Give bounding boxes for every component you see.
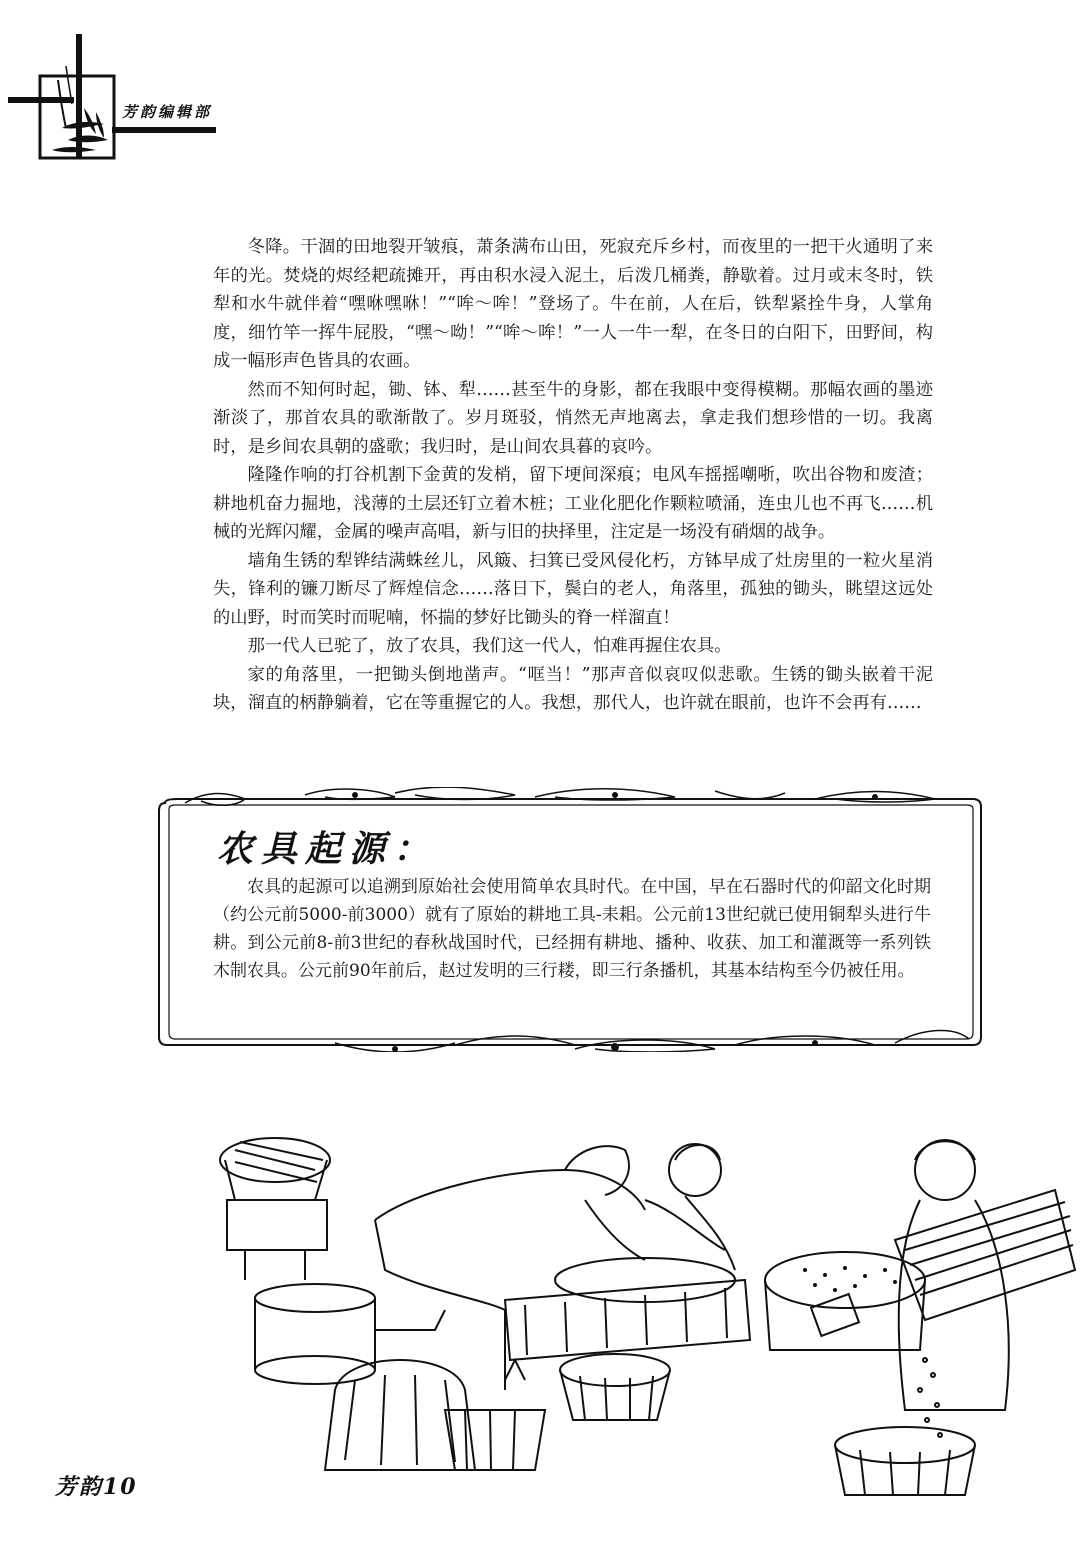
article-paragraph: 墙角生锈的犁铧结满蛛丝儿，风簸、扫箕已受风侵化朽，方钵早成了灶房里的一粒火星消失，锋利的镰刀断尽了辉煌信念……落日下，鬓白的老人，角落里，孤独的锄头，眺望这远处的山野，时而笑时而呢喃，怀揣的梦好比锄头的脊一样溜直！ — [213, 550, 933, 628]
bamboo-frame-icon — [0, 0, 240, 170]
page-number: 芳韵10 — [55, 1474, 138, 1500]
origin-sidebar — [155, 787, 985, 1052]
article-paragraph: 冬降。干涸的田地裂开皱痕，萧条满布山田，死寂充斥乡村，而夜里的一把干火通明了来年的光。焚烧的烬经耙疏摊开，再由积水浸入泥土，后泼几桶粪，静歇着。过月或末冬时，铁犁和水牛就伴着“嘿咻嘿咻！”“哞～哞！”登场了。牛在前，人在后，铁犁紧拴牛身，人掌角度，细竹竿一挥牛屁股，“嘿～呦！”“哞～哞！”一人一牛一犁，在冬日的白阳下，田野间，构成一幅形声色皆具的农画。 — [213, 237, 933, 371]
article-paragraph: 家的角落里，一把锄头倒地凿声。“哐当！”那声音似哀叹似悲歌。生锈的锄头嵌着干泥块，溜直的柄静躺着，它在等重握它的人。我想，那代人，也许就在眼前，也许不会再有…… — [213, 664, 933, 713]
farm-workers-illustration — [205, 1130, 1080, 1500]
origin-title: 农具起源： — [217, 828, 438, 870]
article-paragraph: 然而不知何时起，锄、钵、犁……甚至牛的身影，都在我眼中变得模糊。那幅农画的墨迹渐淡了，那首农具的歌渐散了。岁月斑驳，悄然无声地离去，拿走我们想珍惜的一切。我离时，是乡间农具朝的盛歌；我归时，是山间农具暮的哀吟。 — [213, 379, 933, 457]
article-paragraph: 隆隆作响的打谷机割下金黄的发梢，留下埂间深痕；电风车摇摇嘲哳，吹出谷物和废渣；耕地机奋力掘地，浅薄的土层还钉立着木桩；工业化肥化作颗粒喷涌，连虫儿也不再飞……机械的光辉闪耀，金属的噪声高唱，新与旧的抉择里，注定是一场没有硝烟的战争。 — [213, 465, 933, 542]
article-body — [213, 233, 933, 718]
section-title: 芳韵编辑部 — [122, 103, 213, 121]
origin-text — [213, 873, 931, 985]
origin-paragraph: 农具的起源可以追溯到原始社会使用简单农具时代。在中国，早在石器时代的仰韶文化时期（约公元前5000-前3000）就有了原始的耕地工具-耒耜。公元前13世纪就已使用铜犁头进行牛耕。到公元前8-前3世纪的春秋战国时代，已经拥有耕地、播种、收获、加工和灌溉等一系列铁木制农具。公元前90年前后，赵过发明的三行耧，即三行条播机，其基本结构至今仍被任用。 — [213, 877, 931, 981]
article-paragraph: 那一代人已驼了，放了农具，我们这一代人，怕难再握住农具。 — [247, 636, 732, 656]
